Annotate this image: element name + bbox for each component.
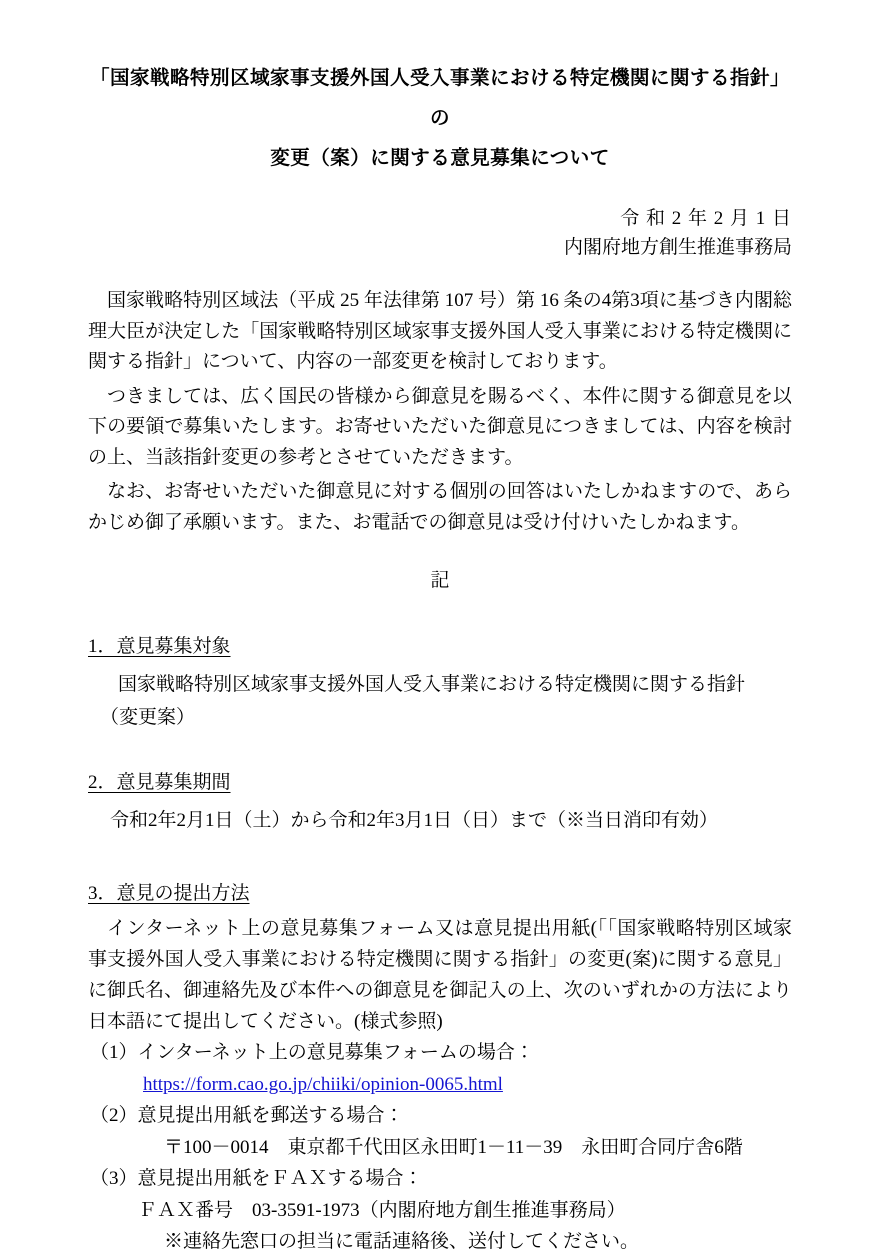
- method-2-address: 〒100－0014 東京都千代田区永田町1－11－39 永田町合同庁舎6階: [164, 1136, 743, 1158]
- issuing-organization: 内閣府地方創生推進事務局: [563, 237, 792, 258]
- section-2-heading: 2．意見募集期間: [88, 772, 231, 793]
- method-3-note: ※連絡先窓口の担当に電話連絡後、送付してください。: [164, 1231, 640, 1252]
- page-title-line-1: 「国家戦略特別区域家事支援外国人受入事業における特定機関に関する指針」の: [89, 67, 790, 129]
- opinion-form-link[interactable]: https://form.cao.go.jp/chiiki/opinion-0065.html: [143, 1073, 503, 1095]
- method-2-label: （2）意見提出用紙を郵送する場合：: [90, 1105, 404, 1126]
- section-3-intro: インターネット上の意見募集フォーム又は意見提出用紙(「「国家戦略特別区域家事支援外国人受入事業における特定機関に関する指針」の変更(案)に関する意見」に御氏名、御連絡先及び本件への御意見を御記入の上、次のいずれかの方法により日本語にて提出してください。(様式参照): [88, 918, 792, 1032]
- section-3-heading: 3．意見の提出方法: [88, 883, 250, 904]
- intro-paragraph-1: 国家戦略特別区域法（平成 25 年法律第 107 号）第 16 条の4第3項に基づき内閣総理大臣が決定した「国家戦略特別区域家事支援外国人受入事業における特定機関に関する指針」について、内容の一部変更を検討しております。: [88, 290, 792, 372]
- byline: [88, 204, 792, 262]
- method-3-fax-number: ＦＡＸ番号 03-3591-1973（内閣府地方創生推進事務局）: [138, 1199, 626, 1221]
- section-1: [88, 632, 792, 734]
- record-marker: 記: [430, 570, 450, 591]
- section-1-target: 国家戦略特別区域家事支援外国人受入事業における特定機関に関する指針: [118, 674, 746, 695]
- intro-paragraph-3: なお、お寄せいただいた御意見に対する個別の回答はいたしかねますので、あらかじめ御了承願います。また、お電話での御意見は受け付けいたしかねます。: [88, 481, 792, 533]
- method-1-label: （1）インターネット上の意見募集フォームの場合：: [90, 1042, 534, 1063]
- document-title: [88, 58, 792, 178]
- section-1-target-note: （変更案）: [100, 707, 196, 728]
- intro-paragraph-2: つきましては、広く国民の皆様から御意見を賜るべく、本件に関する御意見を以下の要領で募集いたします。お寄せいただいた御意見につきましては、内容を検討の上、当該指針変更の参考とさせていただきます。: [88, 385, 792, 468]
- method-3-label: （3）意見提出用紙をＦＡＸする場合：: [90, 1168, 423, 1189]
- intro-paragraphs: [88, 286, 792, 538]
- section-2-period: 令和2年2月1日（土）から令和2年3月1日（日）まで（※当日消印有効）: [110, 810, 719, 831]
- section-2: [88, 768, 792, 837]
- section-1-heading: 1．意見募集対象: [88, 636, 231, 657]
- document-date: 令 和 2 年 2 月 1 日: [620, 208, 792, 229]
- section-3: [88, 879, 792, 1257]
- method-1-detail: [88, 1069, 792, 1101]
- page-title-line-2: 変更（案）に関する意見募集について: [270, 147, 610, 169]
